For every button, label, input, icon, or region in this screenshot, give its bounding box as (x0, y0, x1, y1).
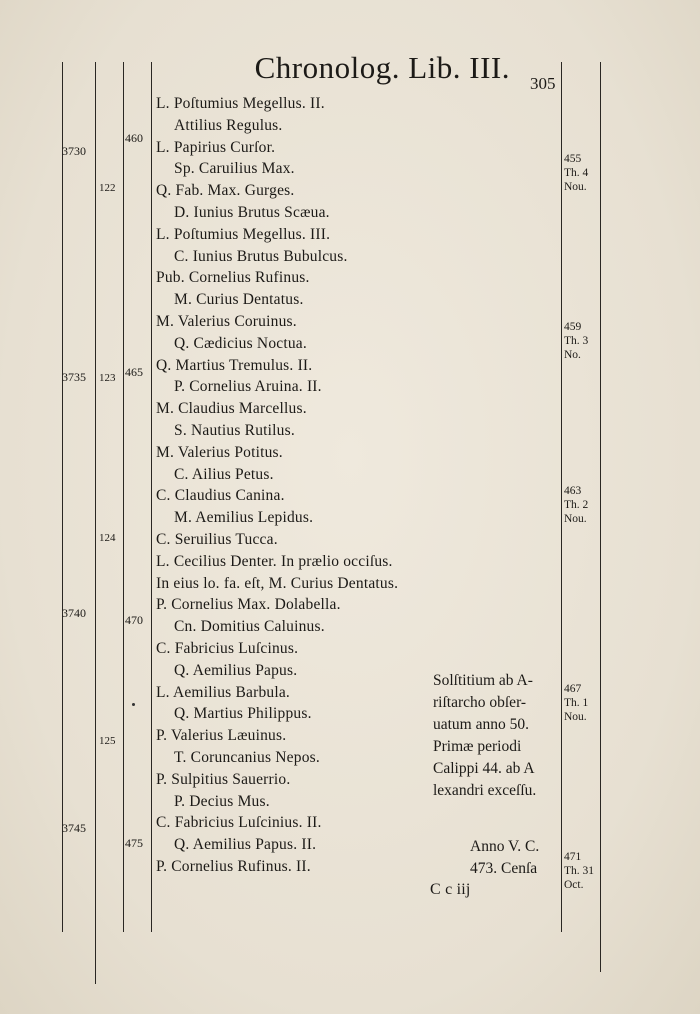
note-line: Anno V. C. (470, 838, 540, 855)
column-rule (600, 62, 601, 972)
consul-entry: P. Valerius Læuinus. (156, 727, 287, 745)
consul-entry: M. Valerius Potitus. (156, 443, 283, 461)
olympiad-number: 122 (99, 182, 116, 194)
column-rule (151, 62, 152, 932)
consul-entry: Q. Cædicius Noctua. (174, 334, 307, 352)
consul-entry: C. Fabricius Luſcinus. (156, 640, 299, 657)
consul-entry: Q. Fab. Max. Gurges. (156, 182, 295, 200)
consul-entry: Q. Aemilius Papus. II. (174, 836, 317, 854)
consul-entry: C. Seruilius Tucca. (156, 531, 278, 548)
consul-entry: P. Sulpitius Sauerrio. (156, 770, 291, 788)
note-line: 473. Cenſa (470, 860, 538, 877)
note-line: Primæ periodi (433, 738, 522, 755)
consul-entry: T. Coruncanius Nepos. (174, 749, 320, 766)
consul-entry: M. Valerius Coruinus. (156, 313, 297, 330)
consul-entry: L. Cecilius Denter. In prælio occiſus. (156, 552, 393, 570)
column-rule (62, 62, 63, 932)
consul-entry: C. Fabricius Luſcinius. II. (156, 814, 322, 832)
right-margin-note: 471 Th. 31 Oct. (564, 851, 595, 891)
consul-entry: In eius lo. fa. eſt, M. Curius Dentatus. (156, 574, 399, 592)
right-margin-note: 467 Th. 1 Nou. (564, 683, 589, 723)
note-line: riſtarcho obſer- (433, 694, 527, 711)
census-note (470, 836, 560, 880)
consul-entry: L. Aemilius Barbula. (156, 683, 291, 701)
year-of-world: 3735 (62, 370, 86, 384)
consul-entry: Q. Martius Philippus. (174, 705, 312, 723)
note-line: Calippi 44. ab A (433, 760, 535, 777)
olympiad-number: 124 (99, 532, 116, 544)
year-of-world: 3730 (62, 144, 86, 158)
year-of-world: 3745 (62, 821, 86, 835)
consul-entry: Q. Aemilius Papus. (174, 661, 298, 679)
year-of-city: 460 (125, 131, 143, 145)
note-line: lexandri exceſſu. (433, 782, 537, 799)
consul-entry: P. Cornelius Max. Dolabella. (156, 596, 341, 614)
consul-entry: P. Cornelius Aruina. II. (174, 378, 322, 396)
consul-entry: Q. Martius Tremulus. II. (156, 356, 313, 374)
consul-entry: D. Iunius Brutus Scæua. (174, 204, 330, 221)
consul-entry: M. Aemilius Lepidus. (174, 509, 314, 527)
solstice-note (433, 670, 561, 802)
right-margin-note: 455 Th. 4 Nou. (564, 153, 589, 193)
right-margin-note: 459 Th. 3 No. (564, 321, 589, 361)
column-rule (95, 62, 96, 984)
consul-entry: M. Claudius Marcellus. (156, 400, 307, 418)
year-of-city: 465 (125, 365, 143, 379)
signature-mark: C c iij (430, 881, 471, 898)
consul-entry: L. Papirius Curſor. (156, 138, 276, 156)
page-number: 305 (530, 74, 556, 93)
consul-entry: P. Decius Mus. (174, 792, 270, 810)
consul-entry: C. Iunius Brutus Bubulcus. (174, 247, 348, 265)
consul-entry: Attilius Regulus. (174, 116, 283, 134)
consul-entry: L. Poſtumius Megellus. II. (156, 95, 325, 112)
column-rule (123, 62, 124, 932)
consul-entry: M. Curius Dentatus. (174, 291, 304, 309)
consul-entry: C. Claudius Canina. (156, 487, 285, 505)
right-margin-note: 463 Th. 2 Nou. (564, 485, 589, 525)
margin-dot (132, 703, 135, 706)
running-title: Chronolog. Lib. III. (254, 50, 510, 85)
olympiad-number: 123 (99, 372, 116, 384)
consul-entry: L. Poſtumius Megellus. III. (156, 225, 331, 243)
year-of-city: 470 (125, 613, 143, 627)
consul-entry: Sp. Caruilius Max. (174, 160, 295, 178)
olympiad-number: 125 (99, 735, 116, 747)
consul-entry: Cn. Domitius Caluinus. (174, 618, 325, 636)
note-line: Solſtitium ab A- (433, 672, 533, 689)
consul-entry: P. Cornelius Rufinus. II. (156, 858, 311, 875)
column-rule (561, 62, 562, 932)
consul-entry: C. Ailius Petus. (174, 465, 274, 483)
consul-entry: Pub. Cornelius Rufinus. (156, 269, 310, 287)
year-of-world: 3740 (62, 606, 86, 620)
consul-entry: S. Nautius Rutilus. (174, 422, 295, 439)
note-line: uatum anno 50. (433, 716, 529, 733)
year-of-city: 475 (125, 836, 143, 850)
